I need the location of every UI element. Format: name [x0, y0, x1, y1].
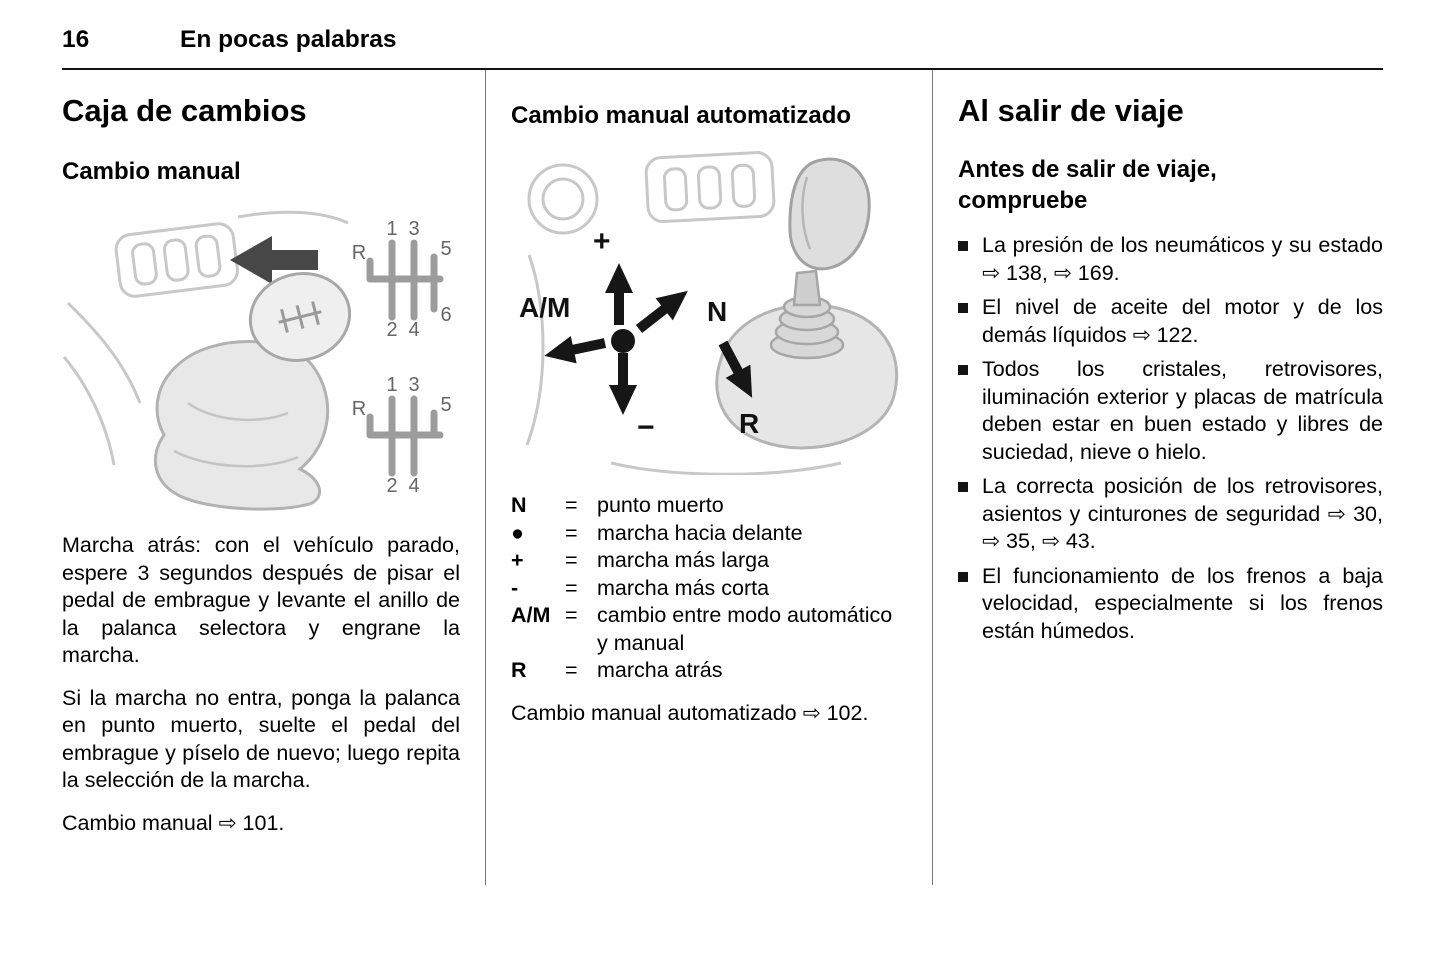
legend-row	[511, 520, 907, 548]
gear-label-2: 2	[386, 319, 398, 341]
equals-sign: =	[565, 658, 578, 682]
manual-gearshift-figure	[62, 207, 460, 517]
console-curve	[68, 303, 140, 403]
list-item	[958, 232, 1383, 287]
console-curve	[238, 212, 348, 223]
gate-label-r: R	[739, 408, 760, 439]
legend-symbol: -	[511, 575, 519, 600]
gear-label-3: 3	[408, 218, 420, 240]
gate-legend	[511, 492, 907, 685]
lever-stalk	[794, 271, 820, 305]
legend-text: marcha hacia delante	[597, 520, 803, 545]
arrow-up-plus-icon	[605, 263, 633, 325]
reference-cambio-manual: Cambio manual ⇨ 101.	[62, 810, 285, 835]
list-item-text: Todos los cristales, retrovisores, iluminación exterior y placas de matrícula deben estar en buen estado y libres de suciedad, nieve o hielo.	[982, 357, 1383, 464]
equals-sign: =	[565, 493, 578, 517]
gear-label-5: 5	[440, 394, 452, 416]
console-curve	[611, 463, 841, 474]
paragraph-gear-retry: Si la marcha no entra, ponga la palanca en punto muerto, suelte el pedal del embrague y píselo de nuevo; luego repita la selección de la marcha.	[62, 685, 460, 792]
bullet-square-icon	[958, 241, 968, 251]
legend-text: marcha más corta	[597, 575, 770, 600]
automated-gearshift-diagram	[511, 145, 906, 475]
legend-symbol: +	[511, 548, 524, 572]
bullet-square-icon	[958, 482, 968, 492]
content-columns	[62, 70, 1383, 885]
console-ring	[529, 165, 597, 233]
list-item-text: La correcta posición de los retrovisores, asientos y cinturones de seguridad ⇨ 30, ⇨ 35, ⇨ 43.	[982, 474, 1383, 553]
equals-sign: =	[565, 603, 578, 627]
legend-symbol: N	[511, 493, 527, 517]
subheading-cambio-manual: Cambio manual	[62, 158, 241, 185]
gear-label-r: R	[351, 242, 367, 264]
legend-row	[511, 547, 907, 575]
legend-text: marcha más larga	[597, 548, 770, 572]
equals-sign: =	[565, 575, 578, 600]
gear-label-r: R	[351, 398, 367, 420]
checklist	[958, 232, 1383, 645]
column-automated-gearbox	[485, 70, 932, 885]
console-curve	[527, 255, 543, 445]
page-header	[62, 26, 1383, 54]
section-title: En pocas palabras	[180, 26, 397, 53]
dashboard-vent-outline	[645, 152, 774, 223]
legend-row	[511, 492, 907, 520]
arrow-to-n-icon	[630, 280, 696, 340]
gear-label-1: 1	[386, 218, 398, 240]
bullet-square-icon	[958, 572, 968, 582]
arrow-down-minus-icon	[609, 353, 637, 415]
bullet-square-icon	[958, 365, 968, 375]
legend-text: marcha atrás	[597, 658, 723, 682]
list-item-text: El nivel de aceite del motor y de los demás líquidos ⇨ 122.	[982, 295, 1383, 347]
legend-text: cambio entre modo automático y manual	[597, 603, 893, 655]
heading-cambio-manual-automatizado: Cambio manual automatizado	[511, 102, 852, 129]
gear-label-5: 5	[440, 238, 452, 260]
gear-label-3: 3	[408, 374, 420, 396]
page-number: 16	[62, 26, 90, 53]
list-item	[958, 563, 1383, 646]
list-item-text: El funcionamiento de los frenos a baja velocidad, especialmente si los frenos están húmedos.	[982, 563, 1383, 643]
gear-label-4: 4	[408, 475, 420, 497]
subheading-antes-de-salir: Antes de salir de viaje, compruebe	[958, 156, 1217, 214]
legend-text: punto muerto	[597, 493, 724, 517]
heading-al-salir-de-viaje: Al salir de viaje	[958, 93, 1184, 128]
reference-cambio-automatizado: Cambio manual automatizado ⇨ 102.	[511, 700, 869, 725]
gate-label-minus: −	[637, 411, 655, 444]
gear-label-4: 4	[408, 319, 420, 341]
equals-sign: =	[565, 520, 578, 545]
list-item	[958, 356, 1383, 466]
gear-label-2: 2	[386, 475, 398, 497]
list-item	[958, 473, 1383, 556]
heading-caja-de-cambios: Caja de cambios	[62, 93, 307, 128]
shift-pattern-6-speed	[352, 218, 452, 341]
paragraph-reverse-gear: Marcha atrás: con el vehículo parado, espere 3 segundos después de pisar el pedal de embrague y levante el anillo de la palanca selectora y engrane la marcha.	[62, 533, 460, 667]
gate-label-am: A/M	[519, 292, 571, 323]
equals-sign: =	[565, 548, 578, 572]
list-item-text: La presión de los neumáticos y su estado ⇨ 138, ⇨ 169.	[982, 233, 1383, 285]
gate-label-n: N	[707, 296, 728, 327]
gear-boot	[155, 342, 327, 510]
legend-symbol: A/M	[511, 603, 551, 627]
dashboard-vent-outline	[114, 222, 239, 298]
legend-row	[511, 602, 907, 657]
list-item	[958, 294, 1383, 349]
lever-knob	[790, 159, 869, 269]
console-curve	[64, 357, 114, 465]
shift-pattern-5-speed	[352, 374, 452, 497]
automated-gearshift-figure	[511, 145, 907, 480]
legend-row	[511, 657, 907, 685]
legend-symbol: R	[511, 658, 527, 682]
column-gearbox	[62, 70, 485, 885]
arrow-left-am-icon	[541, 329, 607, 369]
legend-row	[511, 575, 907, 603]
gear-label-1: 1	[386, 374, 398, 396]
legend-symbol: ●	[511, 520, 524, 545]
column-before-departure	[932, 70, 1383, 885]
gate-center-dot	[611, 329, 635, 353]
bullet-square-icon	[958, 303, 968, 313]
gear-label-6: 6	[440, 304, 452, 326]
manual-gearshift-diagram	[62, 207, 455, 512]
gate-label-plus: +	[593, 225, 611, 258]
